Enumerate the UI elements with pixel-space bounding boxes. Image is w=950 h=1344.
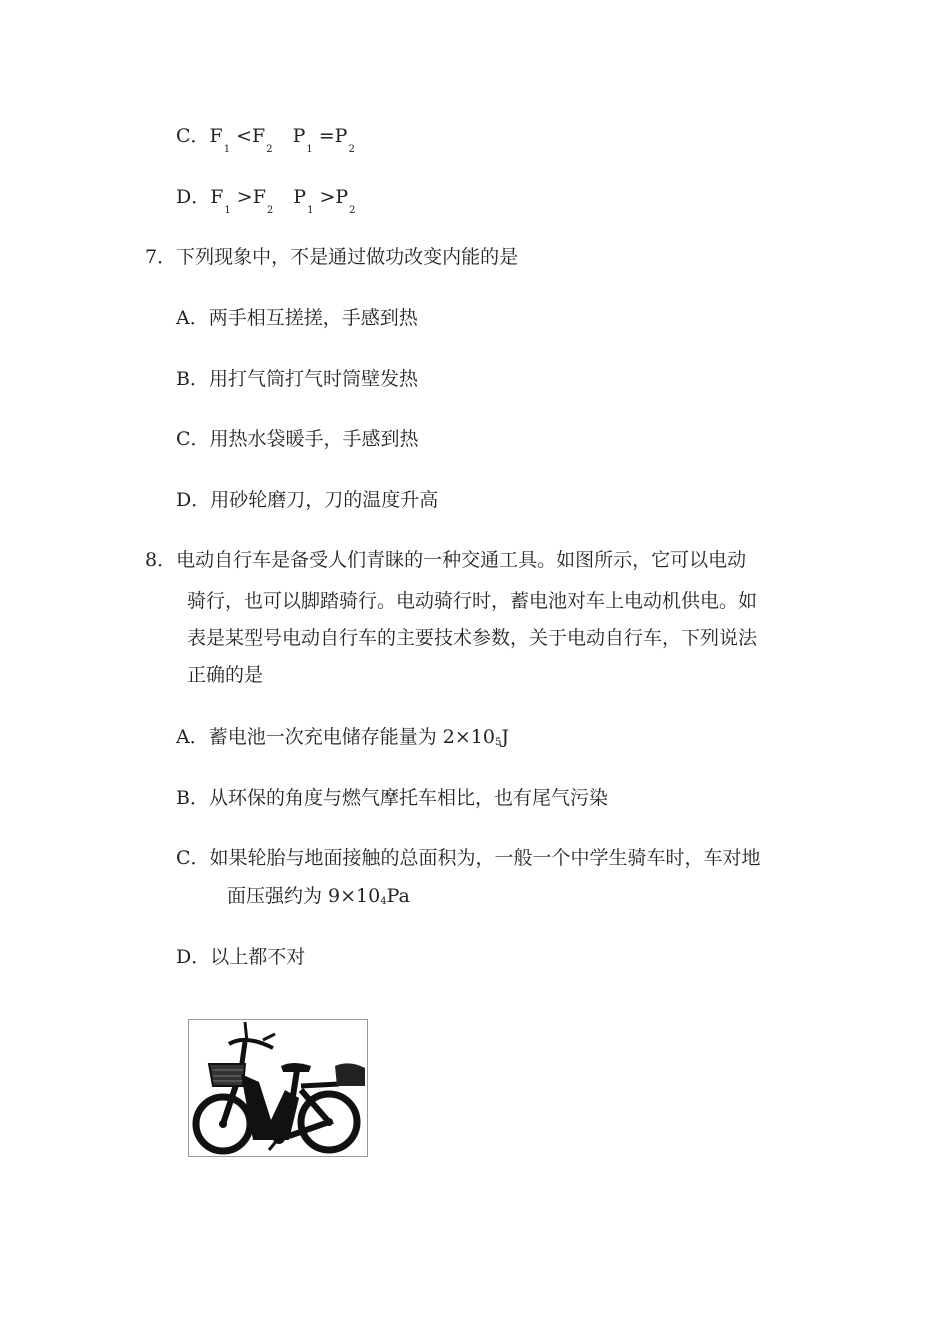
q7-option-a: A．两手相互搓搓，手感到热 (176, 307, 418, 329)
option-label: C． (176, 125, 210, 147)
electric-bicycle-figure (188, 1019, 368, 1157)
q6-option-d (176, 185, 362, 216)
relation-f: >F (236, 186, 266, 208)
option-label: D． (176, 186, 211, 208)
subscript: 2 (349, 205, 356, 216)
q8-stem-line-2: 骑行，也可以脚踏骑行。电动骑行时，蓄电池对车上电动机供电。如 (187, 590, 758, 612)
symbol-f: F (209, 125, 223, 147)
q8-option-c-line-1: C．如果轮胎与地面接触的总面积为，一般一个中学生骑车时，车对地 (176, 847, 761, 869)
electric-bicycle-icon (189, 1020, 367, 1156)
symbol-p: P (292, 125, 306, 147)
symbol-f: F (210, 186, 224, 208)
q8-stem-line-4: 正确的是 (187, 664, 264, 686)
unit: Pa (386, 885, 410, 907)
subscript: 2 (348, 144, 355, 155)
relation-f: <F (236, 125, 266, 147)
relation-p: >P (319, 186, 349, 208)
q7-option-b: B．用打气筒打气时筒壁发热 (176, 368, 418, 390)
q8-stem-line-1: 8．电动自行车是备受人们青睐的一种交通工具。如图所示，它可以电动 (145, 549, 747, 571)
q7-stem: 7．下列现象中，不是通过做功改变内能的是 (145, 246, 519, 268)
q7-option-d: D．用砂轮磨刀，刀的温度升高 (176, 489, 439, 511)
q8-option-a (176, 725, 509, 753)
q8-stem-line-3: 表是某型号电动自行车的主要技术参数，关于电动自行车，下列说法 (187, 627, 758, 649)
exponent: 5 (494, 737, 502, 748)
unit: J (501, 726, 509, 748)
subscript: 1 (306, 144, 313, 155)
relation-p: =P (318, 125, 348, 147)
q7-option-c: C．用热水袋暖手，手感到热 (176, 428, 419, 450)
q8-option-d: D．以上都不对 (176, 946, 306, 968)
q8-option-c-line-2 (227, 884, 410, 912)
subscript: 1 (307, 205, 314, 216)
q6-option-c (176, 124, 361, 155)
q8-option-b: B．从环保的角度与燃气摩托车相比，也有尾气污染 (176, 787, 608, 809)
subscript: 2 (266, 144, 273, 155)
subscript: 2 (266, 205, 274, 216)
option-text: A．蓄电池一次充电储存能量为 2×10 (176, 726, 495, 748)
option-text: 面压强约为 9×10 (227, 885, 381, 907)
subscript: 1 (224, 205, 231, 216)
symbol-p: P (293, 186, 307, 208)
subscript: 1 (223, 144, 231, 155)
exponent: 4 (380, 896, 387, 907)
